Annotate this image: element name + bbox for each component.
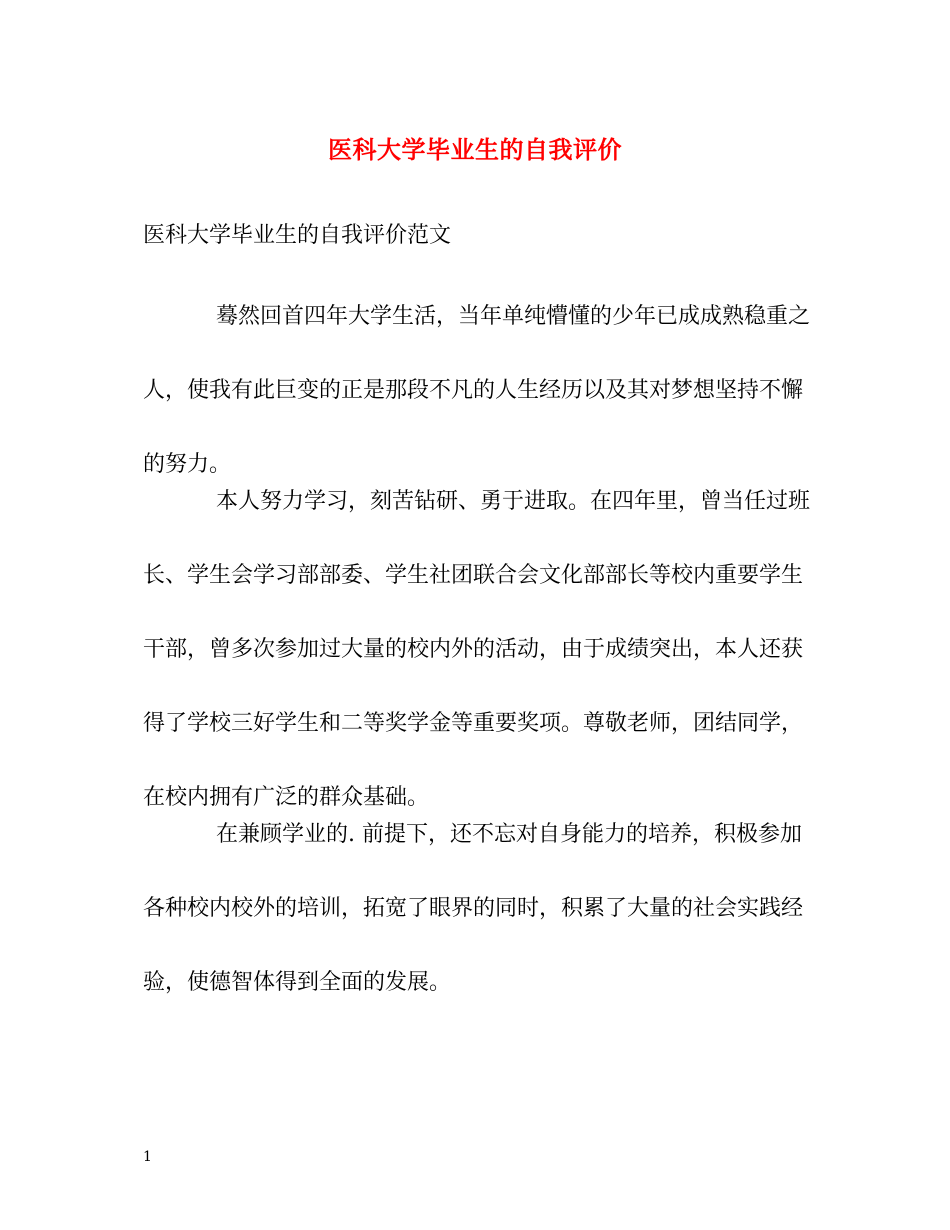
paragraph-line: 蓦然回首四年大学生活，当年单纯懵懂的少年已成成熟稳重之 [216,304,811,329]
paragraph-2 [143,465,813,835]
paragraph-line: 人，使我有此巨变的正是那段不凡的人生经历以及其对梦想坚持不懈 [143,378,804,403]
paragraph-3 [143,798,813,1020]
paragraph-line: 的努力。 [143,452,232,477]
page-number: 1 [143,1149,152,1165]
document-title: 医科大学毕业生的自我评价 [328,135,622,164]
paragraph-line: 干部，曾多次参加过大量的校内外的活动，由于成绩突出，本人还获 [143,637,804,662]
document-subtitle: 医科大学毕业生的自我评价范文 [143,223,452,248]
paragraph-line: 本人努力学习，刻苦钻研、勇于进取。在四年里，曾当任过班 [216,489,811,514]
paragraph-line: 在兼顾学业的. 前提下，还不忘对自身能力的培养，积极参加 [216,822,802,847]
paragraph-line: 验，使德智体得到全面的发展。 [143,970,452,995]
paragraph-line: 长、学生会学习部部委、学生社团联合会文化部部长等校内重要学生 [143,563,804,588]
paragraph-line: 在校内拥有广泛的群众基础。 [143,785,430,810]
paragraph-line: 得了学校三好学生和二等奖学金等重要奖项。尊敬老师，团结同学， [143,711,804,736]
paragraph-line: 各种校内校外的培训，拓宽了眼界的同时，积累了大量的社会实践经 [143,896,804,921]
